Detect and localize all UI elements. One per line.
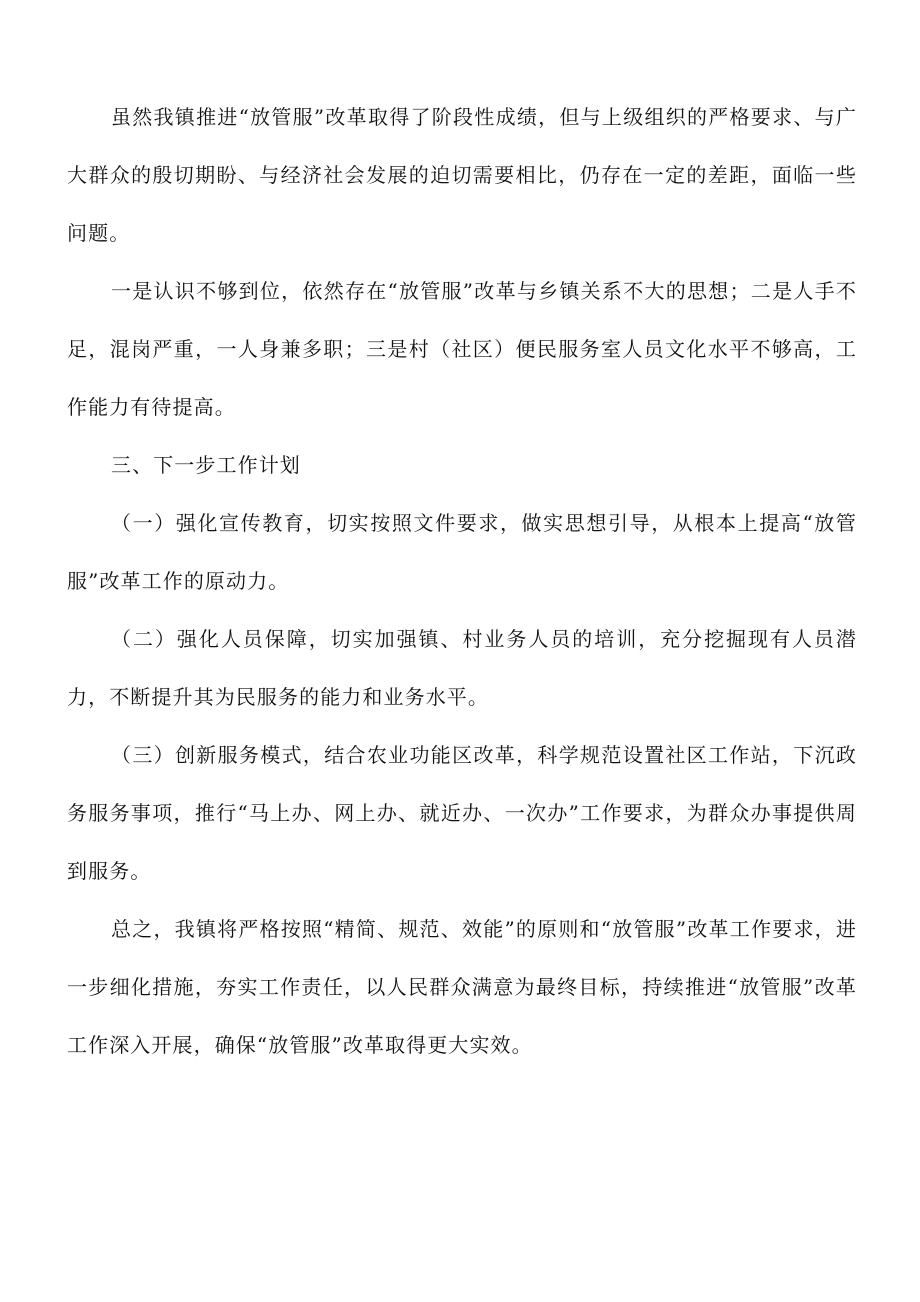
paragraph-plan-item-3: （三）创新服务模式，结合农业功能区改革，科学规范设置社区工作站，下沉政务服务事项，推行“马上办、网上办、就近办、一次办”工作要求，为群众办事提供周到服务。	[67, 743, 857, 883]
paragraph-plan-item-1: （一）强化宣传教育，切实按照文件要求，做实思想引导，从根本上提高“放管服”改革工作的原动力。	[67, 511, 857, 593]
paragraph-current-achievements: 虽然我镇推进“放管服”改革取得了阶段性成绩，但与上级组织的严格要求、与广大群众的殷切期盼、与经济社会发展的迫切需要相比，仍存在一定的差距，面临一些问题。	[67, 105, 857, 245]
document-body	[67, 88, 857, 1074]
paragraph-plan-item-2: （二）强化人员保障，切实加强镇、村业务人员的培训，充分挖掘现有人员潜力，不断提升其为民服务的能力和业务水平。	[67, 627, 857, 709]
paragraph-conclusion: 总之，我镇将严格按照“精简、规范、效能”的原则和“放管服”改革工作要求，进一步细化措施，夯实工作责任，以人民群众满意为最终目标，持续推进“放管服”改革工作深入开展，确保“放管服”改革取得更大实效。	[67, 917, 857, 1057]
section-heading-next-steps: 三、下一步工作计划	[111, 453, 301, 477]
paragraph-existing-problems: 一是认识不够到位，依然存在“放管服”改革与乡镇关系不大的思想；二是人手不足，混岗严重，一人身兼多职；三是村（社区）便民服务室人员文化水平不够高，工作能力有待提高。	[67, 279, 857, 419]
